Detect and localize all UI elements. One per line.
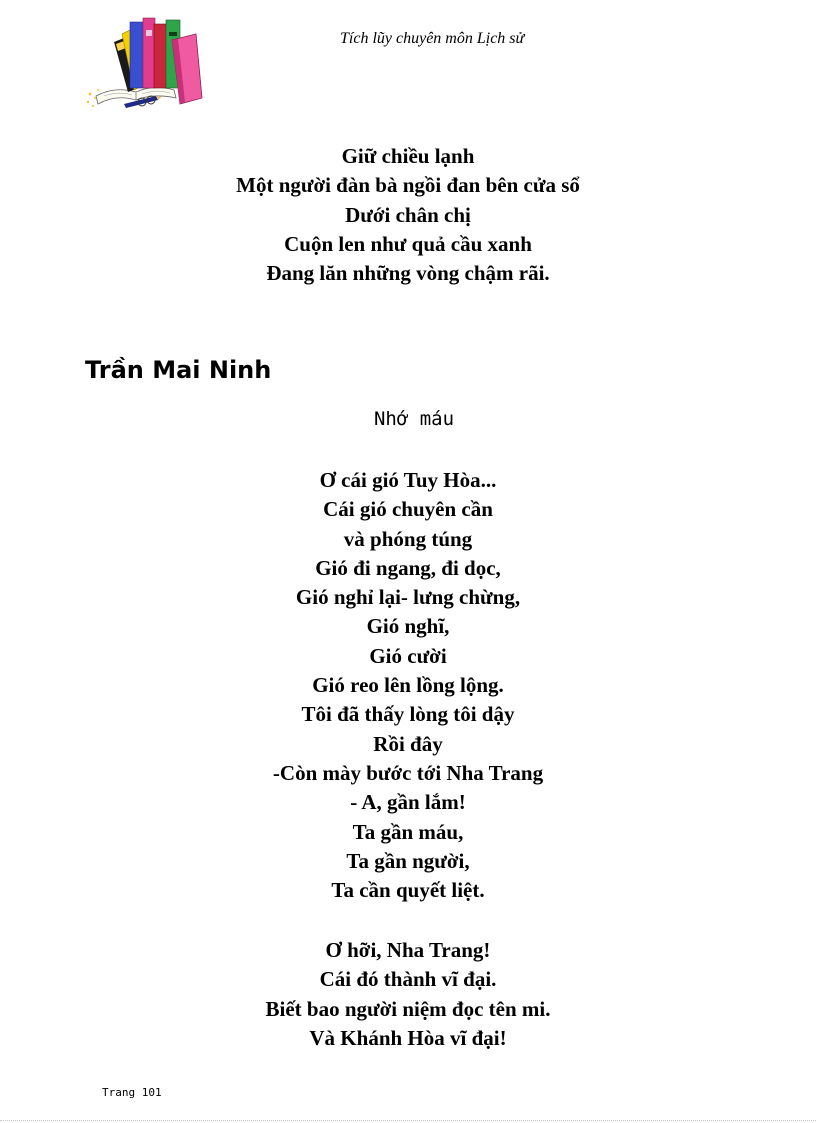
- poem-line: Ơ hỡi, Nha Trang!: [325, 938, 491, 962]
- poem-line: Cuộn len như quả cầu xanh: [284, 231, 532, 256]
- books-icon: [84, 14, 206, 110]
- poem-line: và phóng túng: [343, 526, 473, 551]
- poem-line: Tôi đã thấy lòng tôi dậy: [301, 702, 515, 727]
- poem-line: Gió đi ngang, đi dọc,: [315, 555, 501, 580]
- poem-line: Gió nghĩ,: [366, 614, 450, 639]
- poem-line: Một người đàn bà ngồi đan bên cửa sổ: [236, 173, 580, 198]
- poem-title: Nhớ máu: [373, 408, 455, 430]
- poem-line: Giữ chiều lạnh: [341, 144, 475, 168]
- author-heading: Trần Mai Ninh: [85, 356, 272, 384]
- poem-line: -Còn mày bước tới Nha Trang: [272, 760, 544, 785]
- poem-line: - A, gần lắm!: [350, 790, 466, 815]
- poem-line: Ta cần quyết liệt.: [331, 878, 485, 903]
- poem-line: Và Khánh Hòa vĩ đại!: [309, 1025, 507, 1050]
- footer-divider: [0, 1120, 816, 1121]
- poem-line: Đang lăn những vòng chậm rãi.: [266, 261, 550, 286]
- poem-line: Cái gió chuyên cần: [323, 497, 493, 522]
- poem-line: Ơ cái gió Tuy Hòa...: [319, 468, 497, 492]
- poem-line: Cái đó thành vĩ đại.: [319, 967, 497, 992]
- poem-line: Gió cười: [369, 643, 447, 668]
- poem-stanza: [0, 142, 816, 288]
- poem-stanza: [0, 466, 816, 905]
- poem-stanza: [0, 936, 816, 1053]
- poem-line: Gió reo lên lồng lộng.: [312, 673, 504, 698]
- poem-line: Dưới chân chị: [345, 202, 471, 227]
- poem-line: Ta gần người,: [346, 848, 470, 873]
- page-number: Trang 101: [102, 1086, 162, 1099]
- poem-line: Ta gần máu,: [352, 819, 464, 844]
- poem-line: Rồi đây: [373, 731, 443, 756]
- poem-line: Biết bao người niệm đọc tên mi.: [265, 996, 551, 1021]
- poem-line: Gió nghỉ lại- lưng chừng,: [295, 585, 521, 610]
- header-title: Tích lũy chuyên môn Lịch sử: [340, 30, 525, 47]
